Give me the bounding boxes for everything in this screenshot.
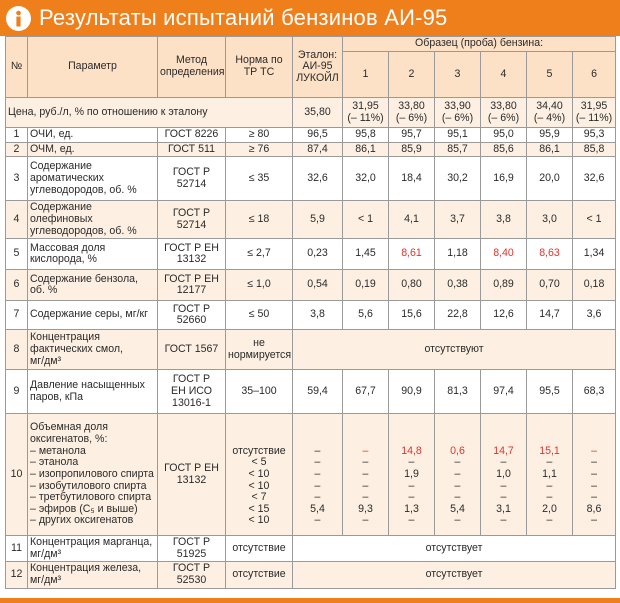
norm-line: не xyxy=(253,337,265,350)
sample-line: – xyxy=(408,514,415,527)
sample-line xyxy=(483,434,524,446)
row-num: 6 xyxy=(6,270,28,301)
row-sample-value: 1,45 xyxy=(343,239,389,270)
sample-line: – xyxy=(591,514,597,527)
method-line: ГОСТ Р ЕН xyxy=(164,462,219,475)
row-param xyxy=(28,239,158,270)
param-line: – этанола xyxy=(30,456,79,469)
row-sample-value: 5,6 xyxy=(343,301,389,330)
row-num: 10 xyxy=(6,414,28,536)
row-method xyxy=(158,301,226,330)
method-line: 12177 xyxy=(176,284,207,297)
sample-line: – xyxy=(591,456,597,469)
norm-line: ≤ 2,7 xyxy=(247,247,271,260)
sample-line xyxy=(345,434,386,446)
param-line: кислорода, % xyxy=(30,253,97,266)
sample-line: 2,0 xyxy=(542,502,557,515)
row-sample-value xyxy=(481,414,527,536)
row-num: 7 xyxy=(6,301,28,330)
param-line: углеводородов, об. % xyxy=(30,183,137,196)
table-row xyxy=(6,239,616,270)
sample-line: – xyxy=(454,479,461,492)
header-num: № xyxy=(6,37,28,98)
sample-line: 14,7 xyxy=(493,444,514,457)
method-line: ГОСТ Р xyxy=(172,207,211,220)
price-label: Цена, руб./л, % по отношению к эталону xyxy=(6,98,293,128)
etalon-line: – xyxy=(314,514,321,527)
sample-line: – xyxy=(408,491,415,504)
row-merged-value: отсутствует xyxy=(293,536,616,562)
row-num: 2 xyxy=(6,142,28,157)
price-value-line: 33,80 xyxy=(398,99,425,112)
price-value xyxy=(435,98,481,128)
row-sample-value: 32,6 xyxy=(573,157,616,201)
price-value xyxy=(481,98,527,128)
sample-line: 5,4 xyxy=(450,502,465,515)
param-line: оксигенатов, %: xyxy=(30,432,108,445)
sample-line: – xyxy=(500,479,507,492)
param-line: Содержание xyxy=(30,160,92,173)
row-sample-value: 68,3 xyxy=(573,370,616,414)
row-param xyxy=(28,301,158,330)
param-line: Содержание серы, мг/кг xyxy=(30,308,149,321)
table-row xyxy=(6,157,616,201)
row-sample-value: 3,0 xyxy=(527,201,573,239)
param-line: Давление насыщенных xyxy=(30,379,145,392)
method-line: ГОСТ Р xyxy=(172,536,211,549)
row-num: 1 xyxy=(6,128,28,143)
row-sample-value: 95,8 xyxy=(343,128,389,143)
table-row xyxy=(6,301,616,330)
norm-line: ≥ 80 xyxy=(248,128,270,140)
param-line: паров, кПа xyxy=(30,390,84,403)
sample-line: – xyxy=(546,479,553,492)
row-method xyxy=(158,128,226,143)
row-sample-value: 30,2 xyxy=(435,157,481,201)
row-sample-value xyxy=(389,414,435,536)
sample-line: 1,9 xyxy=(404,467,419,480)
param-line: Содержание бензола, xyxy=(30,272,138,285)
row-method xyxy=(158,142,226,157)
row-sample-value: 1,34 xyxy=(573,239,616,270)
param-line: Объемная доля xyxy=(30,421,108,434)
param-line: мг/дм³ xyxy=(30,574,62,587)
row-sample-value: 0,18 xyxy=(573,270,616,301)
header-norm: Норма по ТР ТС xyxy=(226,37,293,98)
row-method xyxy=(158,414,226,536)
row-sample-value: 4,1 xyxy=(389,201,435,239)
param-line: Массовая доля xyxy=(30,241,106,254)
row-norm xyxy=(226,370,293,414)
row-method xyxy=(158,239,226,270)
etalon-line xyxy=(295,434,340,446)
sample-line: – xyxy=(408,479,415,492)
sample-line: – xyxy=(362,491,369,504)
table-row xyxy=(6,128,616,143)
row-sample-value: 8,61 xyxy=(389,239,435,270)
sample-line: – xyxy=(546,514,553,527)
method-line: ГОСТ 511 xyxy=(168,142,215,155)
row-sample-value: 67,7 xyxy=(343,370,389,414)
method-line: ГОСТ Р xyxy=(172,166,211,179)
method-line: ГОСТ Р ЕН xyxy=(164,272,219,285)
norm-line: < 7 xyxy=(251,491,267,504)
row-param xyxy=(28,562,158,588)
sample-line: – xyxy=(362,467,369,480)
sample-line xyxy=(575,434,613,446)
row-etalon: 0,23 xyxy=(293,239,343,270)
row-etalon: 59,4 xyxy=(293,370,343,414)
norm-line: отсутствие xyxy=(232,542,286,555)
norm-line: ≤ 50 xyxy=(248,308,270,321)
row-sample-value: 95,1 xyxy=(435,128,481,143)
param-line: ОЧИ, ед. xyxy=(30,128,74,140)
param-line: Концентрация марганца, xyxy=(30,536,153,549)
row-etalon: 87,4 xyxy=(293,142,343,157)
sample-line: – xyxy=(591,467,597,480)
row-norm xyxy=(226,142,293,157)
row-method xyxy=(158,330,226,370)
sample-line: – xyxy=(362,514,369,527)
price-value xyxy=(389,98,435,128)
price-value-line: (– 11%) xyxy=(347,111,384,124)
norm-line: 35–100 xyxy=(241,384,277,397)
sample-line: 1,1 xyxy=(542,467,557,480)
norm-line: нормируется xyxy=(228,348,292,361)
row-sample-value: 8,63 xyxy=(527,239,573,270)
row-param xyxy=(28,128,158,143)
row-param xyxy=(28,201,158,239)
sample-line xyxy=(391,434,432,446)
norm-line: отсутствие xyxy=(232,568,286,581)
bottom-bar xyxy=(0,598,620,603)
row-sample-value: 86,1 xyxy=(343,142,389,157)
price-value xyxy=(573,98,616,128)
header-sample: 6 xyxy=(573,52,616,98)
method-line: ГОСТ Р xyxy=(172,302,211,315)
sample-line: – xyxy=(362,479,369,492)
price-value-line: (– 11%) xyxy=(575,111,613,124)
norm-line: ≤ 18 xyxy=(248,212,270,225)
row-sample-value: 3,6 xyxy=(573,301,616,330)
sample-line: – xyxy=(591,491,597,504)
price-value-line: (– 4%) xyxy=(533,111,566,124)
row-sample-value: 3,7 xyxy=(435,201,481,239)
row-num: 4 xyxy=(6,201,28,239)
sample-line: – xyxy=(454,467,461,480)
etalon-line: – xyxy=(314,479,321,492)
page-title: Результаты испытаний бензинов АИ-95 xyxy=(39,5,448,30)
method-line: ЕН ИСО xyxy=(171,384,212,397)
param-line: мг/дм³ xyxy=(30,354,62,367)
method-line: ГОСТ 8226 xyxy=(164,128,219,140)
row-param xyxy=(28,330,158,370)
norm-line: < 10 xyxy=(248,514,270,527)
price-value xyxy=(343,98,389,128)
norm-line: ≤ 1,0 xyxy=(247,278,271,291)
row-sample-value: 22,8 xyxy=(435,301,481,330)
sample-line: – xyxy=(500,491,507,504)
row-norm xyxy=(226,536,293,562)
table-row xyxy=(6,142,616,157)
row-sample-value: 0,38 xyxy=(435,270,481,301)
row-sample-value: 85,6 xyxy=(481,142,527,157)
row-sample-value: 85,7 xyxy=(435,142,481,157)
title-banner xyxy=(0,0,620,36)
sample-line: 1,0 xyxy=(496,467,511,480)
row-sample-value: 95,0 xyxy=(481,128,527,143)
row-etalon xyxy=(293,414,343,536)
param-line: ароматических xyxy=(30,171,104,184)
row-sample-value: 18,4 xyxy=(389,157,435,201)
row-etalon: 32,6 xyxy=(293,157,343,201)
row-sample-value: 97,4 xyxy=(481,370,527,414)
method-line: ГОСТ 1567 xyxy=(164,342,219,355)
sample-line: 3,1 xyxy=(496,502,511,515)
results-body xyxy=(6,98,616,589)
sample-line: – xyxy=(362,456,369,469)
row-etalon: 0,54 xyxy=(293,270,343,301)
price-value-line: 31,95 xyxy=(580,99,608,112)
row-etalon: 96,5 xyxy=(293,128,343,143)
row-merged-value: отсутствует xyxy=(293,562,616,588)
price-row xyxy=(6,98,616,128)
method-line: ГОСТ Р xyxy=(172,562,211,575)
param-line: – метанола xyxy=(30,444,86,457)
info-icon xyxy=(6,6,31,31)
price-value-line: 31,95 xyxy=(352,99,379,112)
row-method xyxy=(158,201,226,239)
param-line: – других оксигенатов xyxy=(30,514,134,527)
param-line: мг/дм³ xyxy=(30,547,62,560)
header-sample: 2 xyxy=(389,52,435,98)
method-line: 13132 xyxy=(176,473,207,486)
table-row xyxy=(6,562,616,588)
price-value-line: 34,40 xyxy=(536,99,563,112)
row-sample-value: 81,3 xyxy=(435,370,481,414)
row-sample-value: 12,6 xyxy=(481,301,527,330)
method-line: ГОСТ Р xyxy=(172,373,211,386)
norm-line: ≥ 76 xyxy=(248,142,270,155)
row-sample-value: 95,9 xyxy=(527,128,573,143)
header-sample: 1 xyxy=(343,52,389,98)
row-sample-value xyxy=(573,414,616,536)
row-method xyxy=(158,562,226,588)
row-param xyxy=(28,270,158,301)
row-sample-value: 90,9 xyxy=(389,370,435,414)
table-row xyxy=(6,201,616,239)
etalon-line: – xyxy=(314,444,321,457)
row-num: 12 xyxy=(6,562,28,588)
row-param xyxy=(28,142,158,157)
method-line: 13016-1 xyxy=(172,396,211,409)
price-value-line: 33,90 xyxy=(444,99,471,112)
row-sample-value: 85,8 xyxy=(573,142,616,157)
norm-line: отсутствие xyxy=(232,444,286,457)
row-sample-value: 0,89 xyxy=(481,270,527,301)
price-value-line: 33,80 xyxy=(490,99,517,112)
row-sample-value xyxy=(527,414,573,536)
etalon-line: 5,4 xyxy=(310,502,325,515)
norm-line: ≤ 35 xyxy=(248,171,270,184)
method-line: ГОСТ Р ЕН xyxy=(164,241,219,254)
row-method xyxy=(158,536,226,562)
param-line: Содержание олефиновых xyxy=(30,201,93,225)
row-sample-value: 95,3 xyxy=(573,128,616,143)
row-norm xyxy=(226,301,293,330)
table-row xyxy=(6,270,616,301)
row-sample-value: < 1 xyxy=(343,201,389,239)
sample-line: 15,1 xyxy=(539,444,560,457)
sample-line xyxy=(529,434,570,446)
row-etalon: 3,8 xyxy=(293,301,343,330)
sample-line: – xyxy=(408,456,415,469)
row-norm xyxy=(226,330,293,370)
row-param xyxy=(28,370,158,414)
table-row xyxy=(6,414,616,536)
row-num: 8 xyxy=(6,330,28,370)
header-etalon: Эталон: АИ-95 ЛУКОЙЛ xyxy=(293,37,343,98)
sample-line: – xyxy=(546,456,553,469)
row-sample-value: 8,40 xyxy=(481,239,527,270)
row-sample-value: 20,0 xyxy=(527,157,573,201)
row-norm xyxy=(226,201,293,239)
row-method xyxy=(158,270,226,301)
row-sample-value: 1,18 xyxy=(435,239,481,270)
price-value-line: (– 6%) xyxy=(441,111,474,124)
param-line: ОЧМ, ед. xyxy=(30,142,75,155)
header-sample: 4 xyxy=(481,52,527,98)
sample-line: 9,3 xyxy=(358,502,373,515)
row-merged-value: отсутствуют xyxy=(293,330,616,370)
sample-line: 14,8 xyxy=(401,444,422,457)
row-sample-value: 3,8 xyxy=(481,201,527,239)
row-param xyxy=(28,157,158,201)
param-line: – третбутилового спирта xyxy=(30,491,152,504)
row-sample-value xyxy=(435,414,481,536)
etalon-line: – xyxy=(314,467,321,480)
sample-line: – xyxy=(362,444,369,457)
sample-line: 1,3 xyxy=(404,502,419,515)
table-row xyxy=(6,370,616,414)
method-line: 13132 xyxy=(176,253,207,266)
row-norm xyxy=(226,414,293,536)
param-line: об. % xyxy=(30,284,58,297)
param-line: – эфиров (C₅ и выше) xyxy=(30,502,138,515)
sample-line: – xyxy=(454,514,461,527)
norm-line: < 10 xyxy=(248,467,270,480)
row-num: 3 xyxy=(6,157,28,201)
norm-line: < 5 xyxy=(251,456,267,469)
row-sample-value: 95,5 xyxy=(527,370,573,414)
param-line: – изобутилового спирта xyxy=(30,479,147,492)
price-value-line: (– 6%) xyxy=(395,111,428,124)
sample-line: – xyxy=(454,456,461,469)
sample-line: 0,6 xyxy=(450,444,465,457)
row-sample-value: 15,6 xyxy=(389,301,435,330)
param-line: Концентрация железа, xyxy=(30,562,142,575)
sample-line xyxy=(437,434,478,446)
row-num: 11 xyxy=(6,536,28,562)
sample-line: – xyxy=(454,491,461,504)
etalon-line: – xyxy=(314,491,321,504)
row-param xyxy=(28,414,158,536)
method-line: 51925 xyxy=(176,547,207,560)
norm-line: < 10 xyxy=(248,479,270,492)
row-method xyxy=(158,157,226,201)
row-method xyxy=(158,370,226,414)
row-norm xyxy=(226,562,293,588)
row-norm xyxy=(226,157,293,201)
header-param: Параметр xyxy=(28,37,158,98)
row-sample-value: 86,1 xyxy=(527,142,573,157)
row-sample-value: 0,70 xyxy=(527,270,573,301)
row-sample-value: 0,19 xyxy=(343,270,389,301)
param-line: Концентрация xyxy=(30,331,100,344)
sample-line: 8,6 xyxy=(586,502,602,515)
method-line: 52714 xyxy=(176,218,207,231)
norm-line: < 15 xyxy=(248,502,270,515)
etalon-line: – xyxy=(314,456,321,469)
row-num: 5 xyxy=(6,239,28,270)
sample-line: – xyxy=(546,491,553,504)
price-value-line: (– 6%) xyxy=(487,111,520,124)
row-num: 9 xyxy=(6,370,28,414)
row-sample-value: 16,9 xyxy=(481,157,527,201)
norm-line xyxy=(228,434,290,446)
table-row xyxy=(6,536,616,562)
sample-line: – xyxy=(500,456,507,469)
row-sample-value: < 1 xyxy=(573,201,616,239)
row-norm xyxy=(226,128,293,143)
row-sample-value: 95,7 xyxy=(389,128,435,143)
row-sample-value: 14,7 xyxy=(527,301,573,330)
method-line: 52530 xyxy=(176,574,207,587)
sample-line: – xyxy=(591,444,597,457)
header-sample: 5 xyxy=(527,52,573,98)
row-etalon: 5,9 xyxy=(293,201,343,239)
sample-line: – xyxy=(591,479,597,492)
row-norm xyxy=(226,239,293,270)
row-param xyxy=(28,536,158,562)
row-sample-value xyxy=(343,414,389,536)
results-table xyxy=(5,36,616,589)
method-line: 52660 xyxy=(176,314,207,327)
row-sample-value: 85,9 xyxy=(389,142,435,157)
param-line: фактических смол, xyxy=(30,342,123,355)
param-line: – изопропилового спирта xyxy=(30,467,154,480)
header-sample: 3 xyxy=(435,52,481,98)
sample-line: – xyxy=(500,514,507,527)
header-samples-group: Образец (проба) бензина: xyxy=(343,37,616,52)
header-method: Метод определения xyxy=(158,37,226,98)
row-norm xyxy=(226,270,293,301)
method-line: 52714 xyxy=(176,177,207,190)
row-sample-value: 32,0 xyxy=(343,157,389,201)
row-sample-value: 0,80 xyxy=(389,270,435,301)
param-line: углеводородов, об. % xyxy=(30,224,137,237)
table-row xyxy=(6,330,616,370)
price-etalon: 35,80 xyxy=(293,98,343,128)
price-value xyxy=(527,98,573,128)
